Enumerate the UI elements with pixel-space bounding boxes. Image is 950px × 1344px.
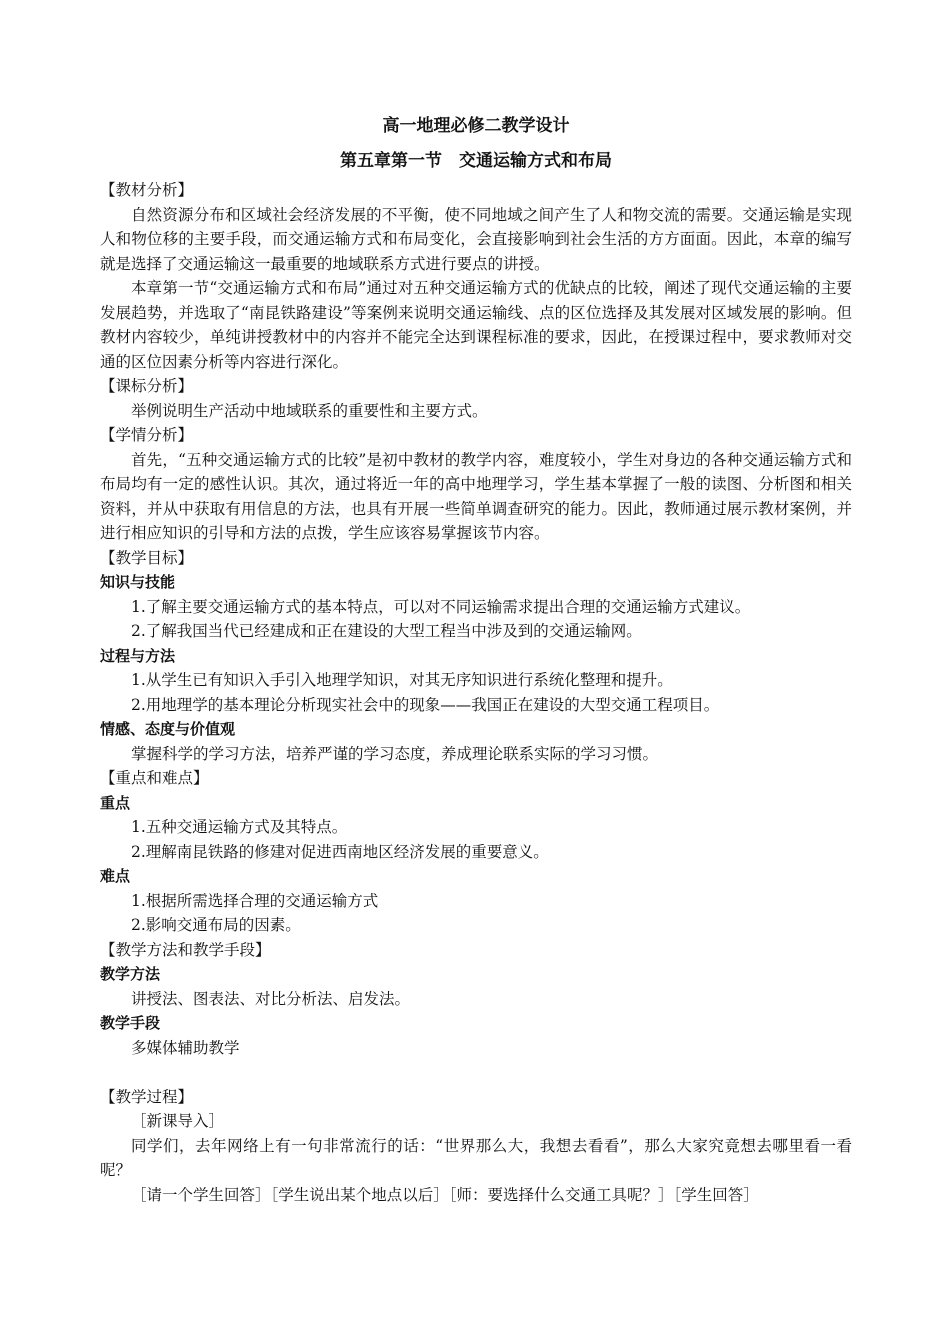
document-subtitle: 第五章第一节 交通运输方式和布局	[340, 151, 612, 171]
section-heading: 【学情分析】	[100, 426, 194, 444]
paragraph: 本章第一节“交通运输方式和布局”通过对五种交通运输方式的优缺点的比较，阐述了现代交通运输的主要发展趋势，并选取了“南昆铁路建设”等案例来说明交通运输线、点的区位选择及其发展对区域发展的影响。但教材内容较少，单纯讲授教材中的内容并不能完全达到课程标准的要求，因此，在授课过程中，要求教师对交通的区位因素分析等内容进行深化。	[100, 279, 852, 371]
subheading-knowledge: 知识与技能	[100, 573, 176, 591]
paragraph: ［新课导入］	[131, 1112, 225, 1130]
section-teaching-goals	[100, 546, 852, 767]
list-item: 2.了解我国当代已经建成和正在建设的大型工程当中涉及到的交通运输网。	[131, 622, 642, 640]
paragraph: ［请一个学生回答］［学生说出某个地点以后］［师：要选择什么交通工具呢？］［学生回答］	[131, 1185, 759, 1204]
list-item: 2.理解南昆铁路的修建对促进西南地区经济发展的重要意义。	[131, 842, 549, 861]
paragraph: 同学们，去年网络上有一句非常流行的话：“世界那么大，我想去看看”，那么大家究竟想去哪里看一看呢？	[100, 1136, 852, 1179]
blank-line	[100, 1060, 852, 1085]
section-key-difficult-points	[100, 766, 852, 938]
section-textbook-analysis	[100, 178, 852, 374]
section-student-analysis	[100, 423, 852, 546]
list-item: 2.影响交通布局的因素。	[131, 916, 301, 934]
subheading-means: 教学手段	[100, 1014, 161, 1032]
paragraph: 掌握科学的学习方法，培养严谨的学习态度，养成理论联系实际的学习习惯。	[131, 744, 659, 763]
list-item: 2.用地理学的基本理论分析现实社会中的现象——我国正在建设的大型交通工程项目。	[131, 695, 720, 714]
list-item: 1.了解主要交通运输方式的基本特点，可以对不同运输需求提出合理的交通运输方式建议。	[131, 597, 751, 616]
section-heading: 【课标分析】	[100, 377, 194, 395]
subheading-difficult: 难点	[100, 867, 131, 885]
subheading-emotion: 情感、态度与价值观	[100, 720, 236, 738]
document-title: 高一地理必修二教学设计	[382, 116, 570, 136]
list-item: 1.从学生已有知识入手引入地理学知识，对其无序知识进行系统化整理和提升。	[131, 671, 673, 689]
paragraph: 多媒体辅助教学	[131, 1038, 240, 1057]
paragraph: 举例说明生产活动中地域联系的重要性和主要方式。	[131, 401, 488, 420]
list-item: 1.五种交通运输方式及其特点。	[131, 818, 348, 836]
subheading-method: 教学方法	[100, 965, 161, 983]
paragraph: 自然资源分布和区域社会经济发展的不平衡，使不同地域之间产生了人和物交流的需要。交通运输是实现人和物位移的主要手段，而交通运输方式和布局变化，会直接影响到社会生活的方方面面。因此，本章的编写就是选择了交通运输这一最重要的地域联系方式进行要点的讲授。	[100, 205, 852, 273]
section-teaching-process	[100, 1085, 852, 1208]
section-heading: 【教学过程】	[100, 1087, 194, 1106]
section-heading: 【教学目标】	[100, 548, 194, 567]
subheading-key: 重点	[100, 793, 131, 812]
list-item: 1.根据所需选择合理的交通运输方式	[131, 891, 379, 910]
section-heading: 【教学方法和教学手段】	[100, 940, 271, 959]
paragraph: 首先，“五种交通运输方式的比较”是初中教材的教学内容，难度较小，学生对身边的各种交通运输方式和布局均有一定的感性认识。其次，通过将近一年的高中地理学习，学生基本掌握了一般的读图、分析图和相关资料，并从中获取有用信息的方法，也具有开展一些简单调查研究的能力。因此，教师通过展示教材案例，并进行相应知识的引导和方法的点拨，学生应该容易掌握该节内容。	[100, 450, 852, 542]
section-heading: 【重点和难点】	[100, 769, 209, 787]
paragraph: 讲授法、图表法、对比分析法、启发法。	[131, 989, 411, 1008]
document-page	[100, 114, 852, 1207]
section-heading: 【教材分析】	[100, 181, 194, 199]
section-methods-means	[100, 938, 852, 1061]
section-standard-analysis	[100, 374, 852, 423]
subheading-process: 过程与方法	[100, 646, 176, 665]
